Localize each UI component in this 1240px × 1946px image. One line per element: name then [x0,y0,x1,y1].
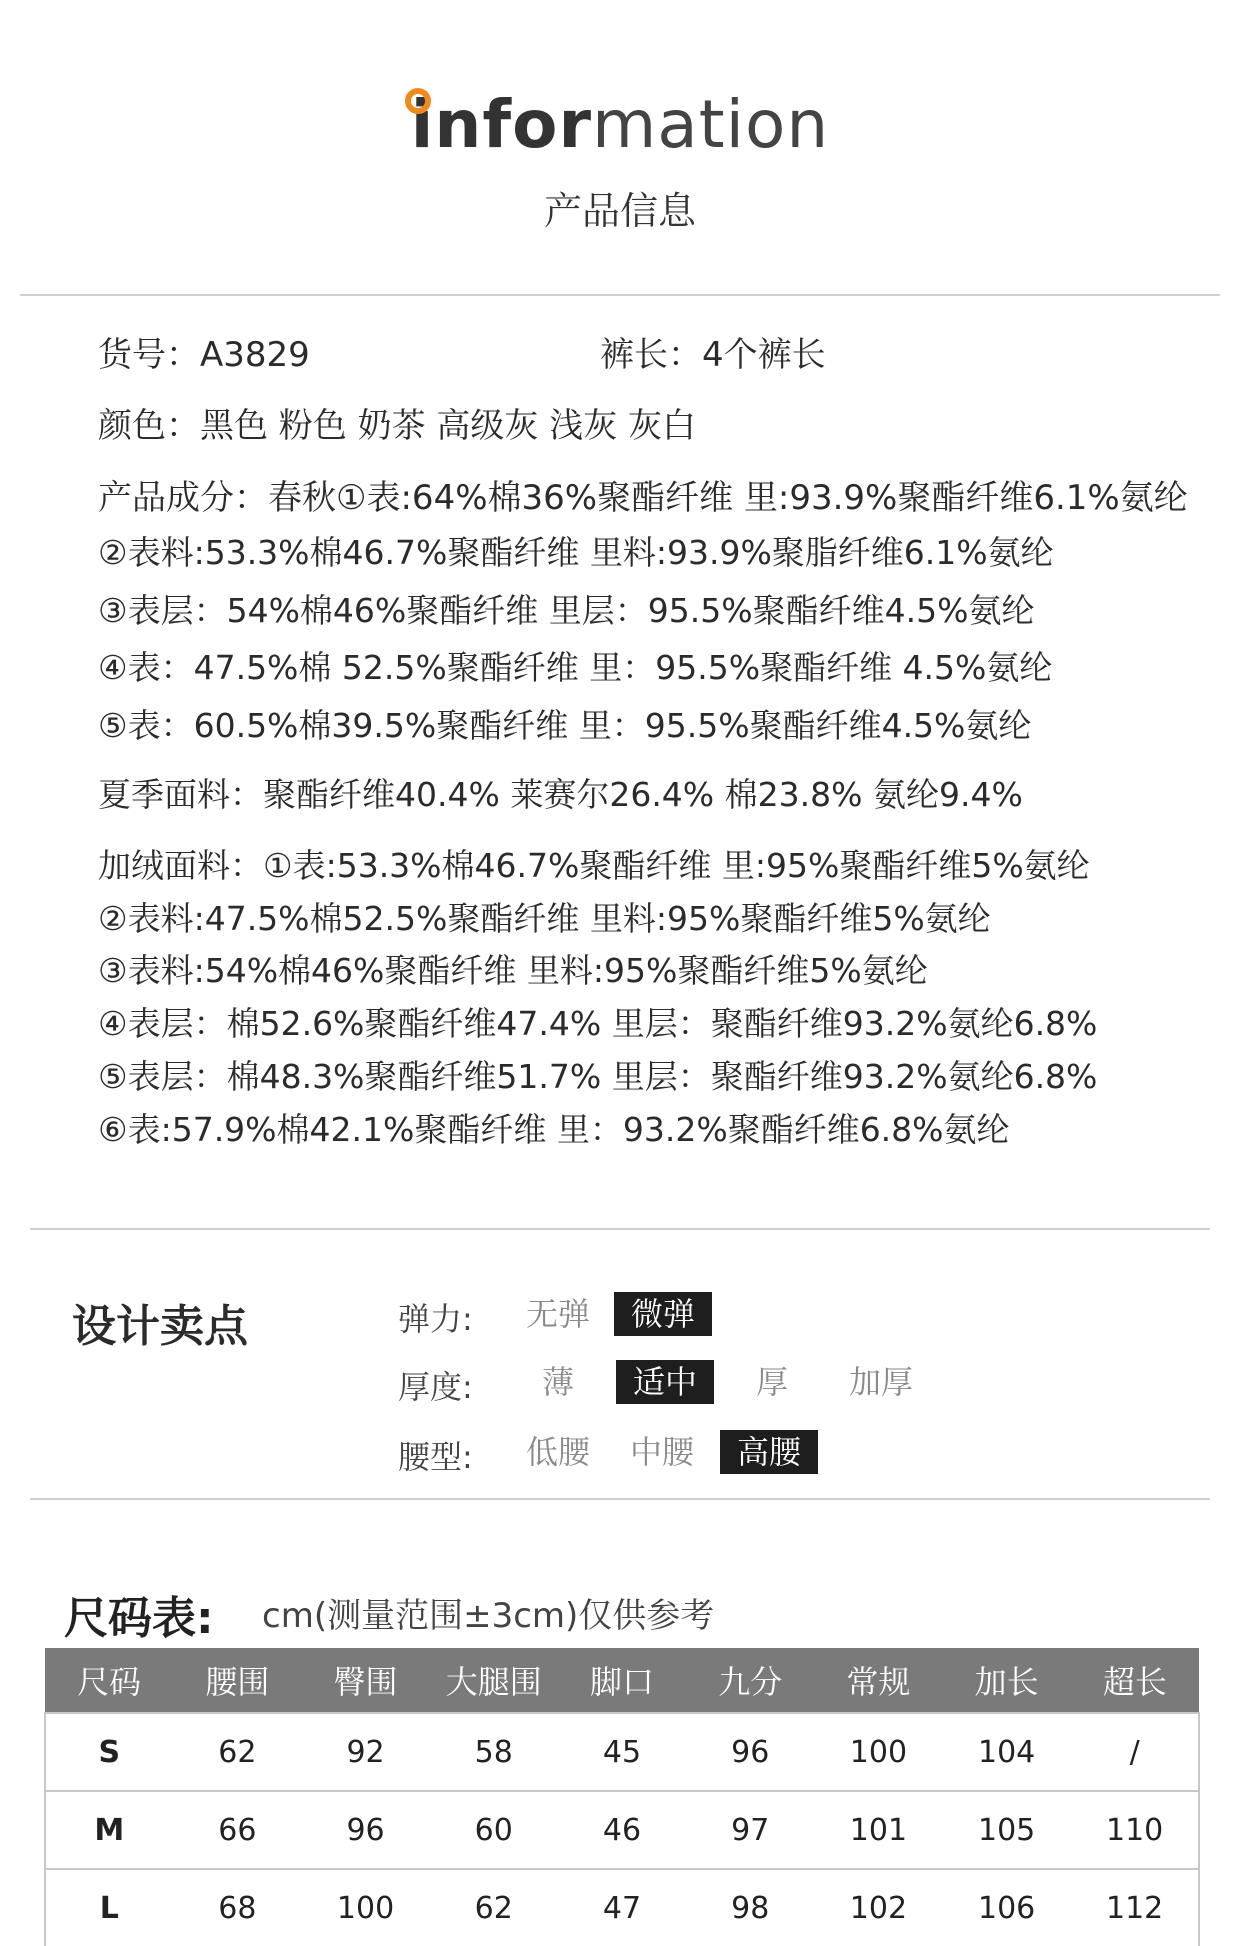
fleece-line: ④表层：棉52.6%聚酯纤维47.4% 里层：聚酯纤维93.2%氨纶6.8% [98,1004,1098,1043]
table-cell: 47 [558,1869,686,1946]
table-cell: 98 [686,1869,814,1946]
thickness-option: 厚 [755,1363,788,1401]
fleece-line: ⑥表:57.9%棉42.1%聚酯纤维 里：93.2%聚酯纤维6.8%氨纶 [98,1110,1010,1149]
table-cell: 110 [1071,1791,1199,1869]
table-cell: 58 [430,1713,558,1791]
table-cell: / [1071,1713,1199,1791]
table-cell: 106 [943,1869,1071,1946]
column-header: 大腿围 [430,1648,558,1713]
divider [30,1498,1210,1500]
column-header: 加长 [943,1648,1071,1713]
column-header: 脚口 [558,1648,686,1713]
table-row [45,1791,1199,1869]
table-cell: 97 [686,1791,814,1869]
composition-line: ②表料:53.3%棉46.7%聚酯纤维 里料:93.9%聚脂纤维6.1%氨纶 [98,533,1054,572]
table-cell: M [45,1791,173,1869]
elasticity-option-selected: 微弹 [614,1292,712,1336]
thickness-option: 薄 [541,1363,574,1401]
composition-line: ④表：47.5%棉 52.5%聚酯纤维 里：95.5%聚酯纤维 4.5%氨纶 [98,648,1053,687]
summer-fabric: 夏季面料：聚酯纤维40.4% 莱赛尔26.4% 棉23.8% 氨纶9.4% [98,775,1023,814]
table-cell: 100 [814,1713,942,1791]
table-cell: 101 [814,1791,942,1869]
pants-length: 裤长：4个裤长 [600,335,826,375]
size-chart-note: cm(测量范围±3cm)仅供参考 [262,1596,715,1636]
selling-points-title: 设计卖点 [72,1301,248,1352]
column-header: 臀围 [301,1648,429,1713]
thickness-label: 厚度: [398,1368,473,1406]
elasticity-option: 无弹 [525,1295,590,1333]
composition-line: ⑤表：60.5%棉39.5%聚酯纤维 里：95.5%聚酯纤维4.5%氨纶 [98,706,1032,745]
table-cell: 102 [814,1869,942,1946]
table-cell: 45 [558,1713,686,1791]
composition-line: ③表层：54%棉46%聚酯纤维 里层：95.5%聚酯纤维4.5%氨纶 [98,591,1035,630]
waist-option-selected: 高腰 [720,1430,818,1474]
fleece-line: 加绒面料：①表:53.3%棉46.7%聚酯纤维 里:95%聚酯纤维5%氨纶 [98,846,1090,885]
size-table-header-row [45,1648,1199,1713]
waist-option: 低腰 [525,1433,590,1471]
size-chart-title: 尺码表: [64,1593,214,1644]
table-cell: 62 [173,1713,301,1791]
table-cell: 96 [686,1713,814,1791]
divider [20,294,1220,296]
table-cell: 62 [430,1869,558,1946]
table-cell: 112 [1071,1869,1199,1946]
logo-ring-icon [405,88,431,114]
elasticity-label: 弹力: [398,1300,473,1338]
divider [30,1228,1210,1230]
brand-logo [0,86,1240,163]
logo-bold-text: infor [410,86,593,163]
column-header: 常规 [814,1648,942,1713]
table-row [45,1869,1199,1946]
fleece-line: ③表料:54%棉46%聚酯纤维 里料:95%聚酯纤维5%氨纶 [98,951,928,990]
column-header: 超长 [1071,1648,1199,1713]
thickness-option: 加厚 [848,1363,913,1401]
color-options: 颜色：黑色 粉色 奶茶 高级灰 浅灰 灰白 [98,406,697,446]
waist-option: 中腰 [629,1433,694,1471]
table-cell: 92 [301,1713,429,1791]
table-row [45,1713,1199,1791]
logo-light-text: mation [592,86,830,163]
table-cell: 68 [173,1869,301,1946]
table-cell: 96 [301,1791,429,1869]
table-cell: S [45,1713,173,1791]
thickness-option-selected: 适中 [616,1360,714,1404]
table-cell: 104 [943,1713,1071,1791]
column-header: 腰围 [173,1648,301,1713]
fleece-line: ⑤表层：棉48.3%聚酯纤维51.7% 里层：聚酯纤维93.2%氨纶6.8% [98,1057,1098,1096]
logo-wordmark [410,86,830,163]
table-cell: 105 [943,1791,1071,1869]
table-cell: 100 [301,1869,429,1946]
waist-label: 腰型: [398,1438,473,1476]
composition-line: 产品成分：春秋①表:64%棉36%聚酯纤维 里:93.9%聚酯纤维6.1%氨纶 [98,478,1188,518]
table-cell: L [45,1869,173,1946]
table-cell: 66 [173,1791,301,1869]
table-cell: 60 [430,1791,558,1869]
table-cell: 46 [558,1791,686,1869]
column-header: 九分 [686,1648,814,1713]
item-number: 货号：A3829 [98,335,310,375]
fleece-line: ②表料:47.5%棉52.5%聚酯纤维 里料:95%聚酯纤维5%氨纶 [98,899,991,938]
size-table [44,1648,1200,1946]
column-header: 尺码 [45,1648,173,1713]
section-subtitle: 产品信息 [543,189,696,233]
